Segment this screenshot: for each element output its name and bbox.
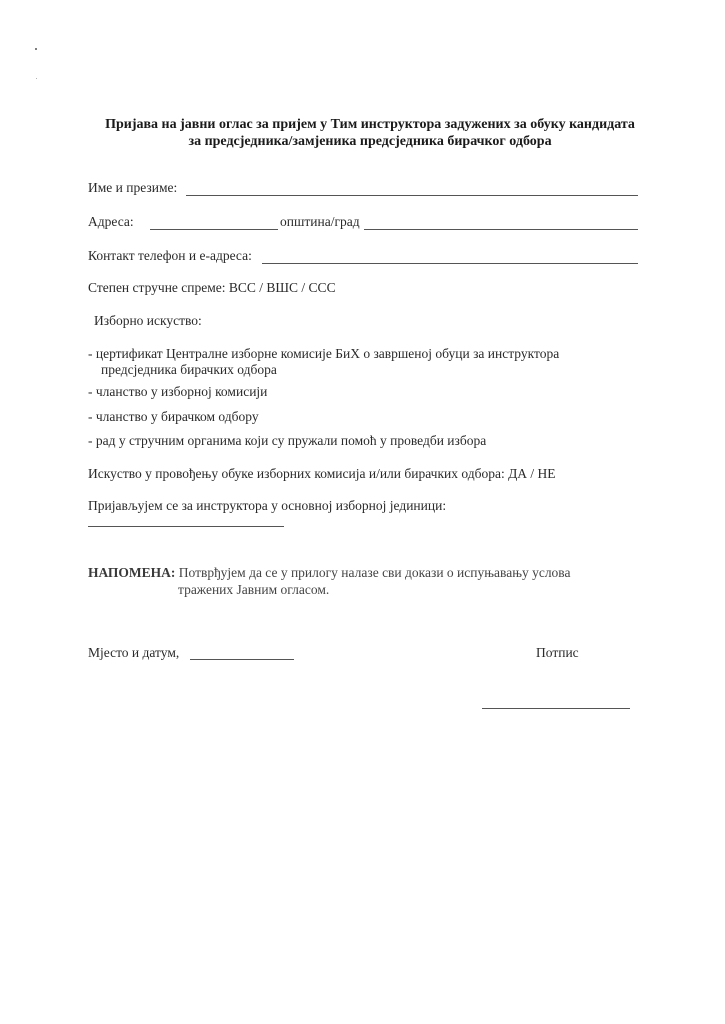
name-label: Име и презиме:: [88, 180, 178, 195]
municipality-field-line[interactable]: [364, 229, 638, 230]
scan-dot: [35, 48, 37, 50]
contact-field-line[interactable]: [262, 263, 638, 264]
note-block: [88, 565, 571, 581]
place-date-label: Мјесто и датум,: [88, 645, 180, 660]
note-text-line-2: тражених Јавним огласом.: [178, 582, 330, 597]
title-line-2: за предсједника/замјеника предсједника бирачког одбора: [188, 134, 552, 149]
experience-heading: Изборно искуство:: [94, 313, 202, 328]
experience-item-continuation: предсједника бирачких одбора: [101, 362, 277, 377]
name-field-line[interactable]: [186, 195, 638, 196]
experience-item: - чланство у бирачком одбору: [88, 409, 259, 424]
form-title: [60, 116, 680, 150]
place-date-field-line[interactable]: [190, 659, 294, 660]
experience-item: - чланство у изборној комисији: [88, 384, 268, 399]
signature-label: Потпис: [536, 645, 579, 660]
education-label: Степен стручне спреме: ВСС / ВШС / ССС: [88, 280, 336, 295]
municipality-label: општина/град: [280, 214, 360, 229]
experience-item: - рад у стручним органима који су пружали помоћ у проведби избора: [88, 433, 487, 448]
apply-unit-label: Пријављујем се за инструктора у основној изборној јединици:: [88, 498, 447, 513]
scan-dot: [36, 78, 37, 79]
address-label: Адреса:: [88, 214, 134, 229]
apply-unit-field-line[interactable]: [88, 526, 284, 527]
address-field-line[interactable]: [150, 229, 278, 230]
note-label: НАПОМЕНА:: [88, 565, 176, 580]
training-experience-text: Искуство у провођењу обуке изборних комисија и/или бирачких одбора: ДА / НЕ: [88, 466, 556, 481]
signature-field-line[interactable]: [482, 708, 630, 709]
note-text-line-1: Потврђујем да се у прилогу налазе сви докази о испуњавању услова: [178, 565, 571, 580]
contact-label: Контакт телефон и е-адреса:: [88, 248, 252, 263]
title-line-1: Пријава на јавни оглас за пријем у Тим инструктора задужених за обуку кандидата: [105, 117, 635, 132]
experience-item: - цертификат Централне изборне комисије БиХ о завршеној обуци за инструктора: [88, 346, 560, 361]
